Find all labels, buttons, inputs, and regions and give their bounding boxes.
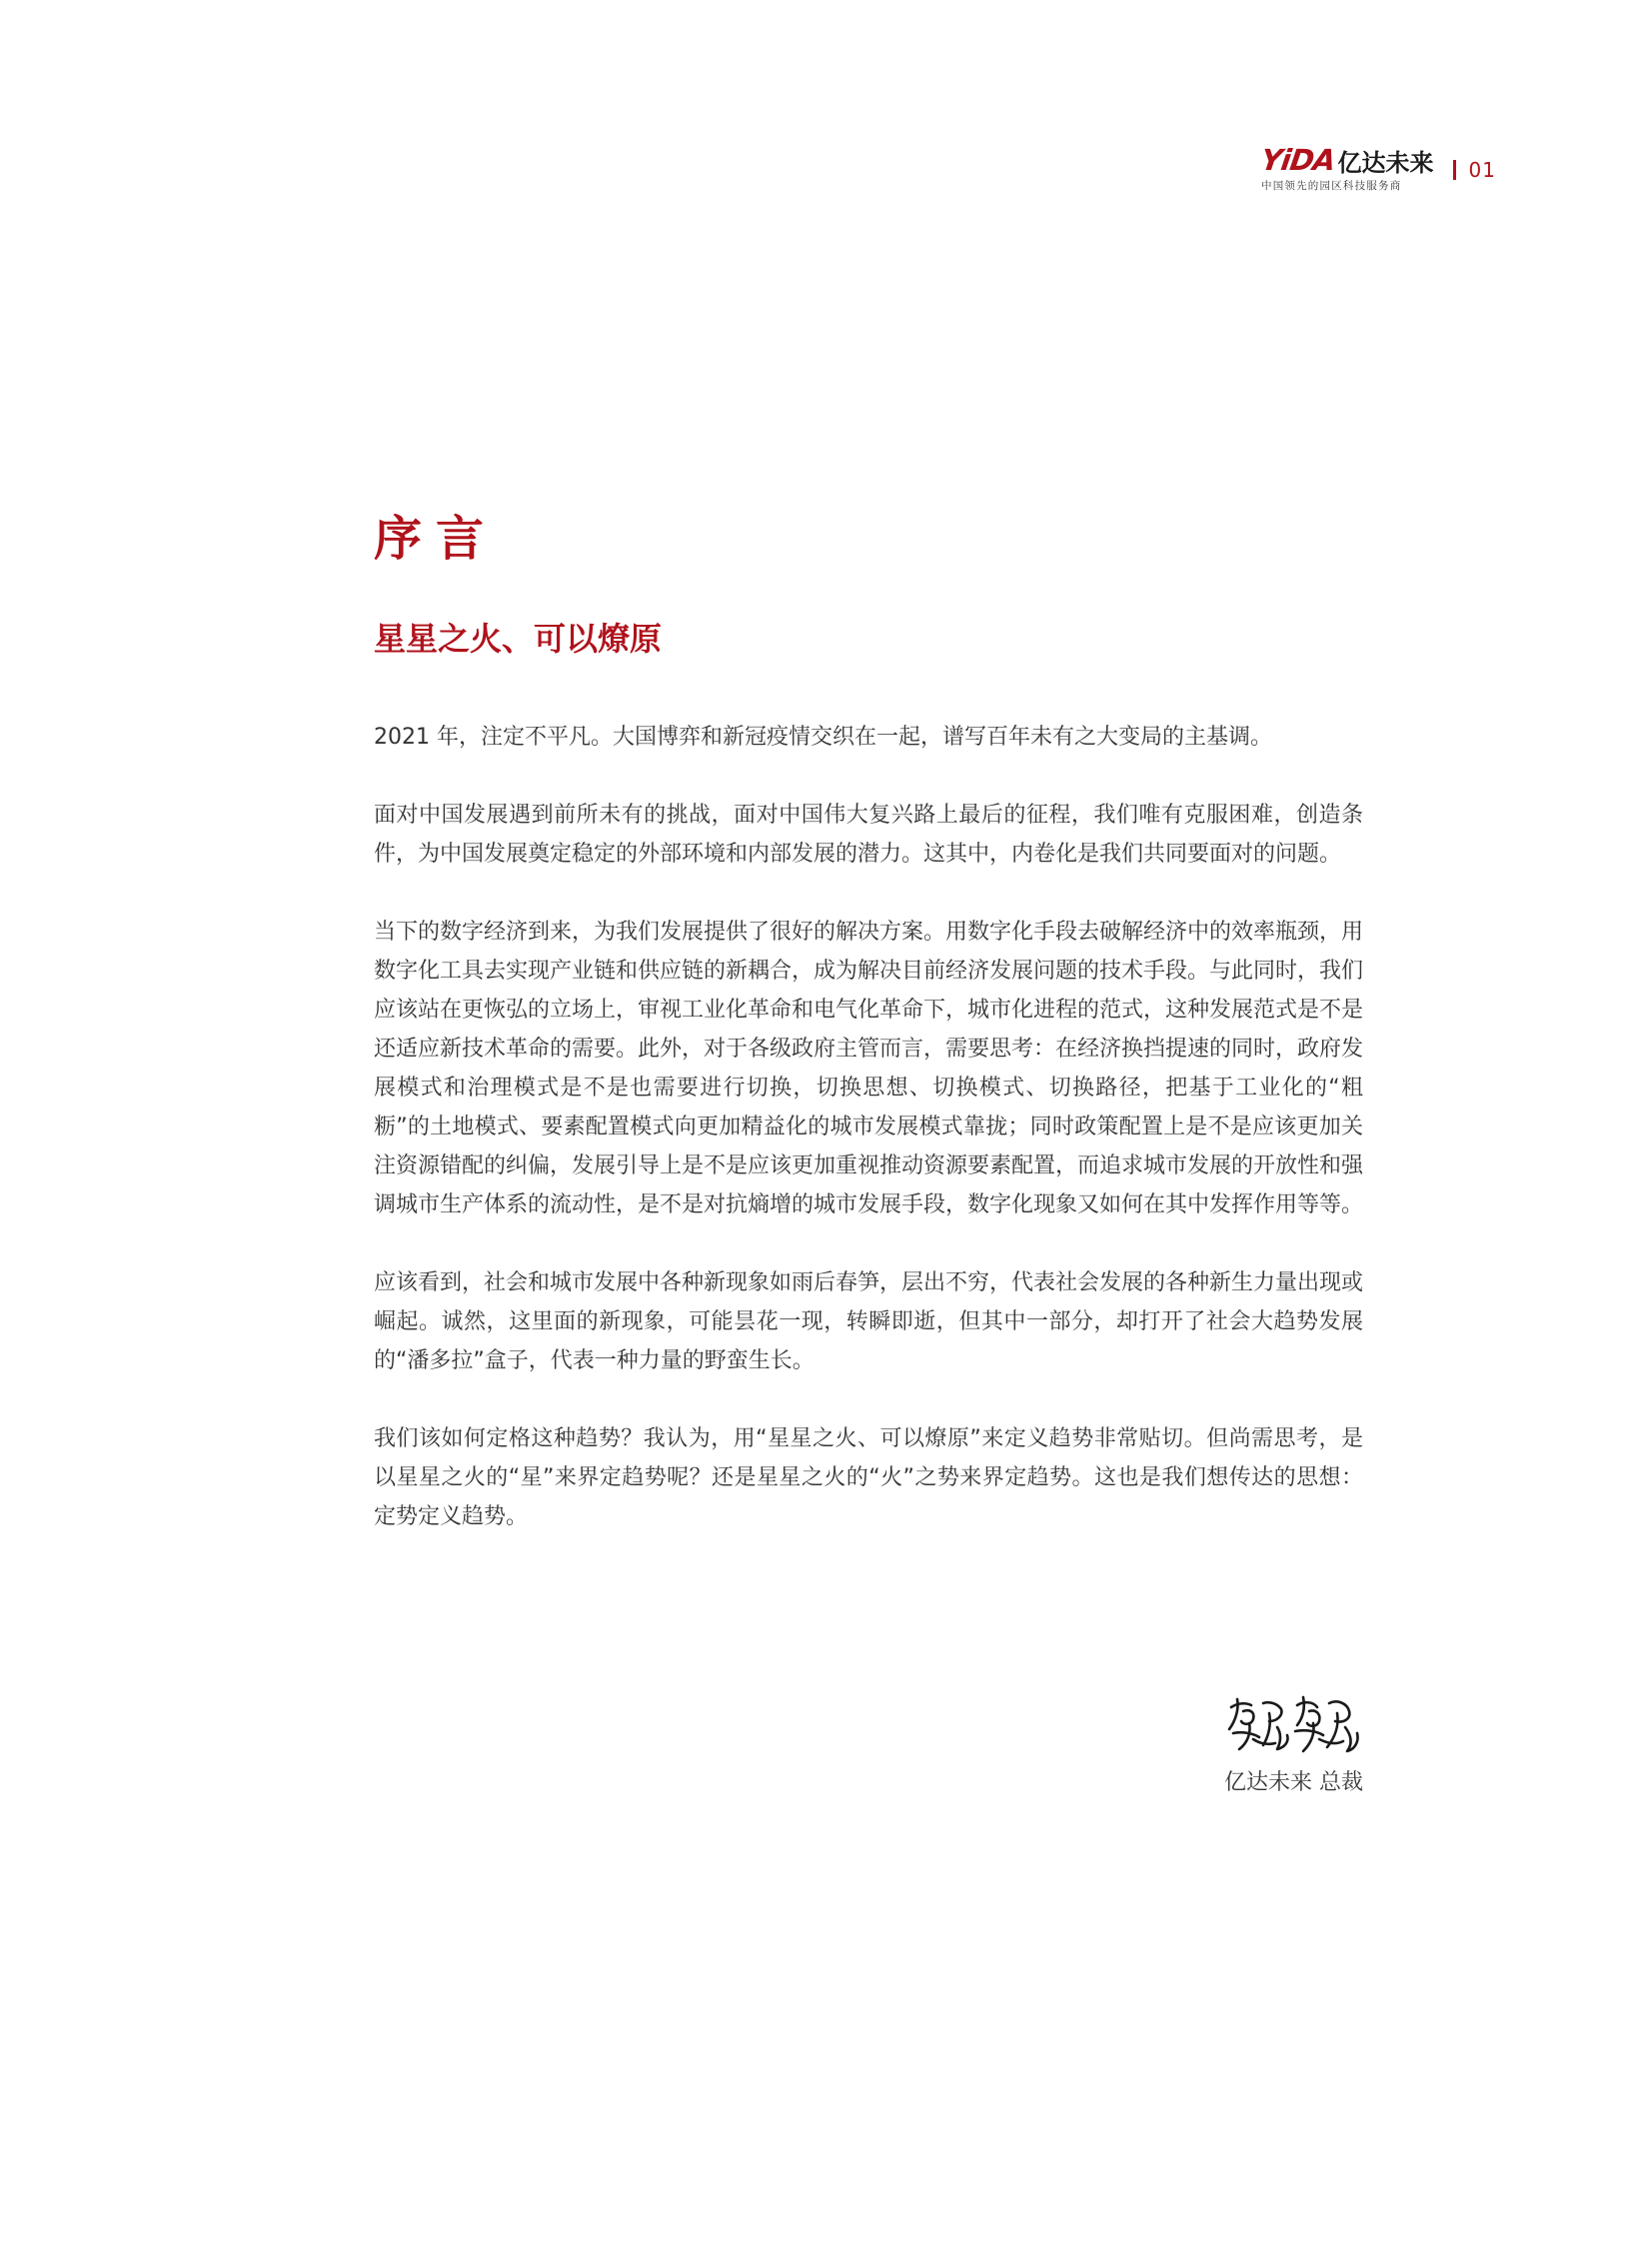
signer-title: 亿达未来 总裁 bbox=[1224, 1770, 1363, 1795]
logo-tagline: 中国领先的园区科技服务商 bbox=[1261, 180, 1402, 192]
page-number: 01 bbox=[1468, 157, 1496, 182]
header-divider bbox=[1453, 160, 1456, 180]
preface-body bbox=[374, 718, 1363, 1575]
handwritten-signature bbox=[1223, 1693, 1363, 1755]
page-header bbox=[1258, 143, 1496, 193]
paragraph: 我们该如何定格这种趋势？我认为，用“星星之火、可以燎原”来定义趋势非常贴切。但尚需思考，是以星星之火的“星”来界定趋势呢？还是星星之火的“火”之势来界定趋势。这也是我们想传达的思想：定势定义趋势。 bbox=[374, 1426, 1363, 1529]
paragraph: 应该看到，社会和城市发展中各种新现象如雨后春笋，层出不穷，代表社会发展的各种新生力量出现或崛起。诚然，这里面的新现象，可能昙花一现，转瞬即逝，但其中一部分，却打开了社会大趋势发展的“潘多拉”盒子，代表一种力量的野蛮生长。 bbox=[374, 1270, 1364, 1373]
logo-wordmark bbox=[1258, 143, 1434, 177]
logo-latin-text: YiDA bbox=[1258, 143, 1337, 177]
logo-chinese-text: 亿达未来 bbox=[1337, 149, 1434, 177]
paragraph: 面对中国发展遇到前所未有的挑战，面对中国伟大复兴路上最后的征程，我们唯有克服困难，创造条件，为中国发展奠定稳定的外部环境和内部发展的潜力。这其中，内卷化是我们共同要面对的问题。 bbox=[374, 803, 1363, 867]
paragraph: 当下的数字经济到来，为我们发展提供了很好的解决方案。用数字化手段去破解经济中的效率瓶颈，用数字化工具去实现产业链和供应链的新耦合，成为解决目前经济发展问题的技术手段。与此同时，我们应该站在更恢弘的立场上，审视工业化革命和电气化革命下，城市化进程的范式，这种发展范式是不是还适应新技术革命的需要。此外，对于各级政府主管而言，需要思考：在经济换挡提速的同时，政府发展模式和治理模式是不是也需要进行切换，切换思想、切换模式、切换路径，把基于工业化的“粗粝”的土地模式、要素配置模式向更加精益化的城市发展模式靠拢；同时政策配置上是不是应该更加关注资源错配的纠偏，发展引导上是不是应该更加重视推动资源要素配置，而追求城市发展的开放性和强调城市生产体系的流动性，是不是对抗熵增的城市发展手段，数字化现象又如何在其中发挥作用等等。 bbox=[374, 920, 1364, 1217]
paragraph: 2021 年，注定不平凡。大国博弈和新冠疫情交织在一起，谱写百年未有之大变局的主基调。 bbox=[374, 725, 1272, 750]
page-title: 序言 bbox=[374, 511, 499, 567]
signature-block bbox=[1195, 1693, 1363, 1796]
company-logo bbox=[1258, 143, 1434, 193]
page-subtitle: 星星之火、可以燎原 bbox=[374, 620, 663, 658]
